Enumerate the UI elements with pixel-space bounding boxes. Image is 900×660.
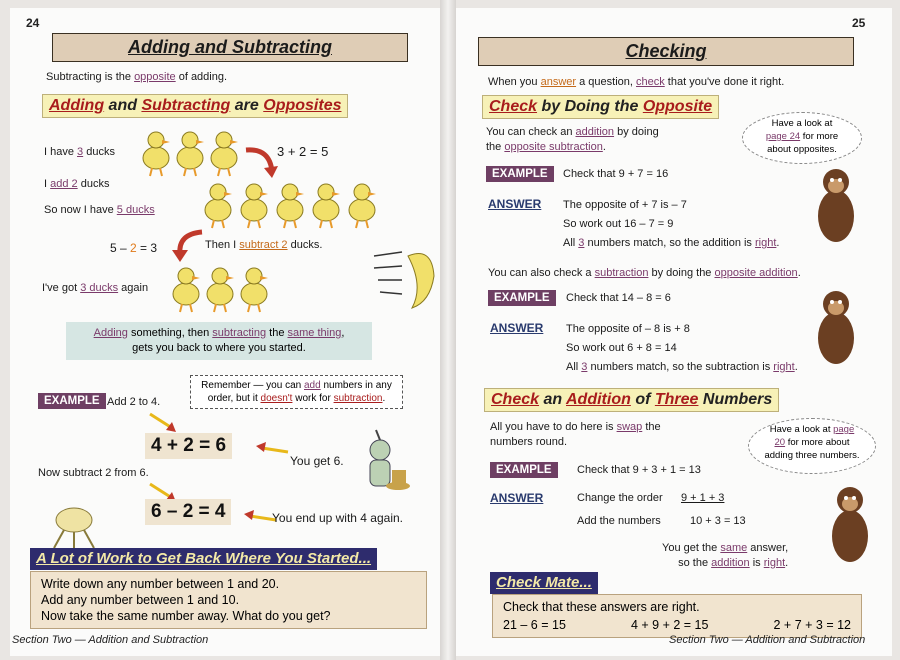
- duck-icon: [241, 268, 268, 312]
- have-ducks-text: I have 3 ducks: [44, 146, 115, 158]
- pointer-arrow-icon: [148, 412, 178, 434]
- big-equation-add: 4 + 2 = 6: [145, 433, 232, 459]
- result-sum: 10 + 3 = 13: [690, 515, 746, 527]
- you-get-text: You get 6.: [290, 454, 344, 468]
- page-title: Adding and Subtracting: [52, 33, 408, 62]
- section-footer: Section Two — Addition and Subtraction: [12, 634, 209, 646]
- example-label: EXAMPLE: [38, 393, 106, 409]
- equation-add: 3 + 2 = 5: [277, 144, 329, 159]
- now-subtract-text: Now subtract 2 from 6.: [38, 467, 149, 479]
- duck-icon: [205, 184, 232, 228]
- page-number: 24: [26, 16, 40, 30]
- duck-icon: [177, 132, 204, 176]
- robot-figure-icon: [358, 428, 414, 508]
- duck-icon: [207, 268, 234, 312]
- got-ducks-again-text: I've got 3 ducks again: [42, 282, 149, 294]
- mini-test-line: Check that these answers are right.: [503, 600, 700, 614]
- add-numbers-text: Add the numbers: [577, 515, 661, 527]
- page-25: [456, 8, 892, 656]
- add-ducks-text: I add 2 ducks: [44, 178, 110, 190]
- chimp-icon: [812, 288, 860, 366]
- also-check-text: You can also check a subtraction by doing the opposite addition.: [488, 267, 801, 279]
- page-title: Checking: [478, 37, 854, 66]
- big-equation-subtract: 6 – 2 = 4: [145, 499, 231, 525]
- answer-lines: The opposite of – 8 is + 8 So work out 6 + 8 = 14 All 3 numbers match, so the subtraction is right.: [566, 323, 798, 373]
- duck-group-five: [200, 178, 380, 230]
- duck-group-three: [138, 126, 248, 178]
- section-heading: Check by Doing the Opposite: [482, 95, 719, 119]
- chimp-icon: [826, 484, 874, 564]
- example-text: Check that 14 – 8 = 6: [566, 292, 671, 304]
- mini-test-title: A Lot of Work to Get Back Where You Started...: [30, 548, 377, 570]
- mini-test-line: Now take the same number away. What do you get?: [41, 609, 331, 623]
- mini-test-line: Write down any number between 1 and 20.: [41, 577, 280, 591]
- mini-test-line: Add any number between 1 and 10.: [41, 593, 240, 607]
- chimp-icon: [812, 166, 860, 244]
- summary-box: Adding something, then subtracting the same thing, gets you back to where you started.: [66, 322, 372, 360]
- duck-icon: [241, 184, 268, 228]
- example-label: EXAMPLE: [488, 290, 556, 306]
- intro-text: Subtracting is the opposite of adding.: [46, 71, 228, 83]
- answer-lines: The opposite of + 7 is – 7 So work out 16 – 7 = 9 All 3 numbers match, so the addition is right.: [563, 199, 780, 249]
- answer-label: ANSWER: [490, 321, 544, 335]
- book-spine: [440, 0, 456, 660]
- bird-figure-icon: [44, 502, 104, 550]
- section-heading: Adding and Subtracting are Opposites: [42, 94, 348, 118]
- duck-group-three-again: [168, 262, 278, 314]
- duck-icon: [277, 184, 304, 228]
- mini-test-equations: [503, 617, 851, 633]
- duck-icon: [313, 184, 340, 228]
- reordered-sum: 9 + 1 + 3: [681, 492, 725, 504]
- page-number: 25: [852, 16, 866, 30]
- mini-test-equation: 4 + 9 + 2 = 15: [630, 618, 709, 632]
- example-text: Check that 9 + 7 = 16: [563, 168, 669, 180]
- then-subtract-text: Then I subtract 2 ducks.: [205, 239, 323, 251]
- curved-arrow-icon: [242, 144, 282, 180]
- example-label: EXAMPLE: [486, 166, 554, 182]
- mini-test-body: [30, 571, 427, 629]
- example-label: EXAMPLE: [490, 462, 558, 478]
- speed-lines-icon: [372, 246, 440, 314]
- equation-subtract: 5 – 2 = 3: [110, 241, 158, 255]
- section-footer: Section Two — Addition and Subtraction: [669, 634, 866, 646]
- duck-icon: [173, 268, 200, 312]
- pointer-arrow-icon: [254, 440, 290, 456]
- so-now-text: So now I have 5 ducks: [44, 204, 155, 216]
- section-heading: Check an Addition of Three Numbers: [484, 388, 779, 412]
- example-text: Add 2 to 4.: [107, 396, 161, 408]
- duck-icon: [211, 132, 238, 176]
- check-addition-text: You can check an addition by doing the opposite subtraction.: [486, 126, 659, 153]
- tip-bubble: Have a look at page 24 for more about opposites.: [742, 112, 862, 164]
- tip-bubble: Have a look at page 20 for more about adding three numbers.: [748, 418, 876, 474]
- answer-label: ANSWER: [488, 197, 542, 211]
- mini-test-equation: 2 + 7 + 3 = 12: [773, 618, 851, 632]
- mini-test-body: [492, 594, 862, 638]
- intro-text: When you answer a question, check that you've done it right.: [488, 76, 785, 88]
- mini-test-title: Check Mate...: [490, 572, 598, 594]
- end-up-text: You end up with 4 again.: [272, 511, 403, 525]
- mini-test-equation: 21 – 6 = 15: [503, 618, 566, 632]
- curved-arrow-icon: [168, 228, 208, 264]
- page-24: [10, 8, 440, 656]
- duck-icon: [349, 184, 376, 228]
- duck-icon: [143, 132, 170, 176]
- answer-label: ANSWER: [490, 491, 544, 505]
- remember-note: Remember — you can add numbers in any order, but it doesn't work for subtraction.: [190, 375, 403, 409]
- same-answer-text: You get the same answer, so the addition is right.: [662, 542, 789, 569]
- example-text: Check that 9 + 3 + 1 = 13: [577, 464, 701, 476]
- change-order-text: Change the order: [577, 492, 663, 504]
- three-numbers-text: All you have to do here is swap the numbers round.: [490, 421, 661, 448]
